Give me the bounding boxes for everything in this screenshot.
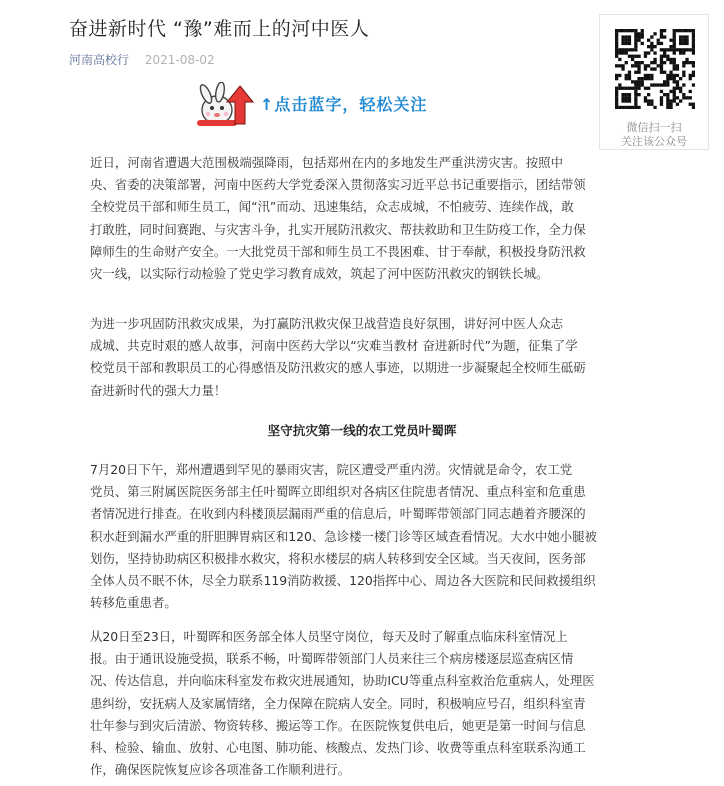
paragraph-line: 央、省委的决策部署，河南中医药大学党委深入贯彻落实习近平总书记重要指示，团结带领 [90, 177, 586, 193]
paragraph-line: 障师生的生命财产安全。一大批党员干部和师生员工不畏困难、甘于奉献，积极投身防汛救 [90, 243, 586, 259]
paragraph-line: 校党员干部和教职员工的心得感悟及防汛救灾的感人事迹，以期进一步凝聚起全校师生砥砺 [90, 360, 586, 376]
paragraph-line: 7月20日下午，郑州遭遇到罕见的暴雨灾害，院区遭受严重内涝。灾情就是命令，农工党 [90, 462, 573, 477]
article-title: 奋进新时代 “豫”难而上的河中医人 [69, 18, 370, 40]
paragraph-line: 作，确保医院恢复应诊各项准备工作顺利进行。 [90, 762, 351, 778]
paragraph-line: 奋进新时代的强大力量！ [90, 382, 227, 398]
paragraph-line: 划伤，坚持协助病区积极排水救灾，将积水楼层的病人转移到安全区域。当天夜间，医务部 [90, 550, 586, 566]
section-heading: 坚守抗灾第一线的农工党员叶蜀晖 [267, 423, 457, 438]
paragraph-line: 者情况进行排查。在收到内科楼顶层漏雨严重的信息后，叶蜀晖带领部门同志趟着齐腰深的 [90, 506, 586, 522]
paragraph-4 [90, 626, 595, 781]
paragraph-line: 全体人员不眠不休，尽全力联系119消防救援、120指挥中心、周边各大医院和民间救援组织 [90, 573, 596, 589]
paragraph-line: 科、检验、输血、放射、心电图、肺功能、核酸点、发热门诊、收费等重点科室联系沟通工 [90, 740, 586, 756]
qr-caption-line1: 微信扫一扫 [626, 121, 682, 134]
qr-code-icon [615, 29, 695, 109]
paragraph-line: 近日，河南省遭遇大范围极端强降雨，包括郑州在内的多地发生严重洪涝灾害。按照中 [90, 155, 563, 170]
paragraph-line: 患纠纷，安抚病人及家属情绪，全力保障在院病人安全。同时，积极响应号召，组织科室青 [90, 695, 586, 711]
qr-panel [599, 14, 709, 150]
paragraph-line: 转移危重患者。 [90, 595, 177, 611]
follow-prompt[interactable]: ↑点击蓝字，轻松关注 [260, 95, 428, 114]
article-meta [69, 51, 215, 68]
paragraph-line: 全校党员干部和师生员工，闻“汛”而动、迅速集结，众志成城，不怕疲劳、连续作战，敢 [90, 199, 574, 215]
paragraph-line: 报。由于通讯设施受损，联系不畅，叶蜀晖带领部门人员来往三个病房楼逐层巡查病区情 [90, 651, 574, 667]
paragraph-line: 党员、第三附属医院医务部主任叶蜀晖立即组织对各病区住院患者情况、重点科室和危重患 [90, 484, 586, 500]
publish-date: 2021-08-02 [144, 53, 215, 67]
paragraph-2 [90, 313, 586, 402]
paragraph-line: 从20日至23日，叶蜀晖和医务部全体人员坚守岗位，每天及时了解重点临床科室情况上 [90, 629, 568, 644]
paragraph-line: 灾一线，以实际行动检验了党史学习教育成效，筑起了河中医防汛救灾的钢铁长城。 [90, 266, 549, 282]
paragraph-1 [90, 152, 586, 285]
paragraph-line: 打敢胜，同时间赛跑、与灾害斗争，扎实开展防汛救灾、帮扶救助和卫生防疫工作，全力保 [90, 221, 586, 237]
qr-caption-line2: 关注该公众号 [621, 135, 687, 148]
account-link[interactable]: 河南高校行 [69, 53, 130, 67]
rabbit-mascot-icon [197, 82, 237, 126]
paragraph-line: 况、传达信息，并向临床科室发布救灾进展通知，协助ICU等重点科室救治危重病人，处理医 [90, 673, 595, 689]
paragraph-line: 积水赶到漏水严重的肝胆脾胃病区和120、急诊楼一楼门诊等区域查看情况。大水中她小腿被 [90, 528, 597, 544]
paragraph-3 [90, 459, 597, 614]
paragraph-line: 壮年参与到灾后清淤、物资转移、搬运等工作。在医院恢复供电后，她更是第一时间与信息 [90, 717, 586, 733]
paragraph-line: 为进一步巩固防汛救灾成果，为打赢防汛救灾保卫战营造良好氛围，讲好河中医人众志 [90, 316, 563, 331]
paragraph-line: 成城、共克时艰的感人故事，河南中医药大学以“灾难当教材 奋进新时代”为题，征集了学 [90, 338, 578, 354]
